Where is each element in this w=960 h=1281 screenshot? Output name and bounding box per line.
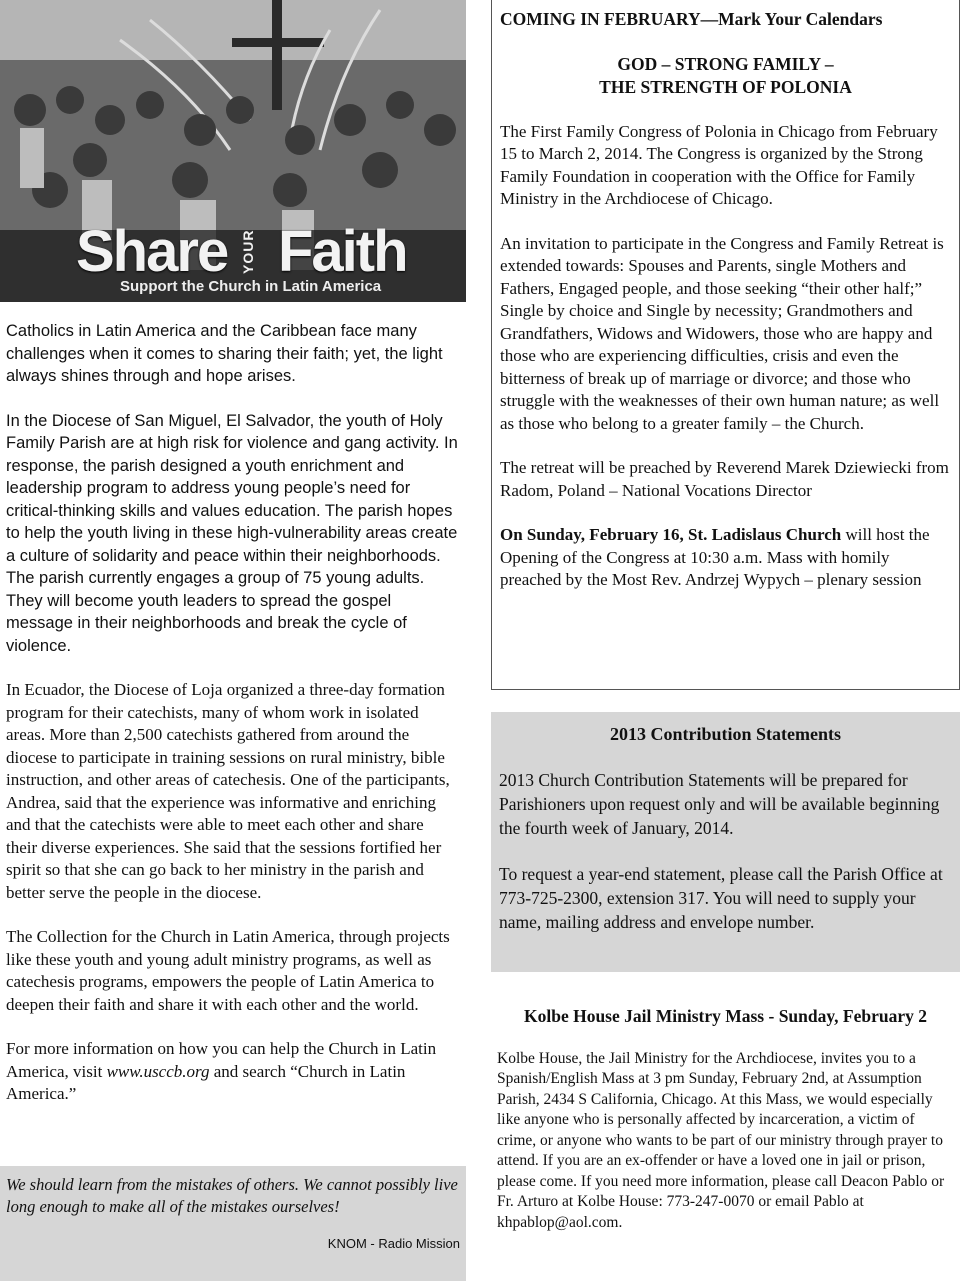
share-your-faith-logo bbox=[70, 212, 407, 302]
quote-text: We should learn from the mistakes of others. We cannot possibly live long enough to make all of the mistakes ourselves! bbox=[6, 1175, 458, 1216]
contribution-paragraph-2: To request a year-end statement, please call the Parish Office at 773-725-2300, extension 317. You will need to supply your name, mailing address and envelope number. bbox=[499, 864, 943, 932]
kolbe-body: Kolbe House, the Jail Ministry for the Archdiocese, invites you to a Spanish/English Mass at 3 pm Sunday, February 2nd, at Assumption Parish, 2434 S California, Chicago. At this Mass, we would especially like anyone who is personally affected by incarceration, a victim of crime, or anyone who wants to be part of our ministry through prayer to attend. If you are an ex-offender or have a loved one in jail or prison, please come. If you need more information, please call Deacon Pablo or Fr. Arturo at Kolbe House: 773-247-0070 or email Pablo at khpablop@aol.com. bbox=[497, 1049, 945, 1231]
february-calendar-box bbox=[491, 0, 960, 690]
article-paragraph-collection: The Collection for the Church in Latin America, through projects like these youth and young adult ministry programs, as well as catechesis programs, empowers the people of Latin America to deepen their faith and share it with each other and the world. bbox=[6, 927, 450, 1014]
congress-title-line2: THE STRENGTH OF POLONIA bbox=[599, 76, 852, 97]
contribution-statements-box bbox=[491, 712, 960, 972]
logo-share-text: Share bbox=[76, 219, 228, 284]
congress-paragraph-retreat: The retreat will be preached by Reverend Marek Dziewiecki from Radom, Poland – National Vocations Director bbox=[500, 458, 949, 500]
logo-faith-text: Faith bbox=[278, 219, 407, 284]
kolbe-title: Kolbe House Jail Ministry Mass - Sunday, February 2 bbox=[523, 1006, 927, 1026]
more-info-text-end: and search “Church in Latin America.” bbox=[6, 1061, 406, 1103]
share-your-faith-banner-image bbox=[0, 0, 466, 302]
usccb-link[interactable]: www.usccb.org bbox=[106, 1061, 210, 1081]
congress-paragraph-dates: The First Family Congress of Polonia in Chicago from February 15 to March 2, 2014. The Congress is organized by the Strong Family Foundation in cooperation with the Office for Family Ministry in the Archdiocese of Chicago. bbox=[500, 121, 938, 208]
congress-title-line1: GOD – STRONG FAMILY – bbox=[617, 53, 834, 74]
quote-box bbox=[0, 1166, 466, 1281]
contribution-paragraph-1: 2013 Church Contribution Statements will be prepared for Parishioners upon request only and will be available beginning the fourth week of January, 2014. bbox=[499, 770, 940, 838]
article-paragraph-more-info bbox=[6, 1038, 458, 1106]
contribution-title: 2013 Contribution Statements bbox=[609, 724, 841, 744]
logo-your-text: YOUR bbox=[240, 229, 256, 275]
congress-title bbox=[500, 53, 951, 99]
article-paragraph-intro: Catholics in Latin America and the Caribbean face many challenges when it comes to sharing their faith; yet, the light always shines through and hope arises. bbox=[6, 322, 443, 385]
article-paragraph-el-salvador: In the Diocese of San Miguel, El Salvador, the youth of Holy Family Parish are at high risk for violence and gang activity. In response, the parish designed a youth enrichment and leadership program to address young people’s need for critical-thinking skills and values education. The parish hopes to help the youth living in these high-vulnerability areas create a culture of solidarity and peace within their neighborhoods. The parish currently engages a group of 75 young adults. They will become youth leaders to spread the gospel message in their neighborhoods and break the cycle of violence. bbox=[6, 411, 458, 655]
kolbe-house-section bbox=[491, 1006, 960, 1276]
logo-tagline: Support the Church in Latin America bbox=[120, 278, 382, 295]
calendar-heading: COMING IN FEBRUARY—Mark Your Calendars bbox=[500, 9, 883, 29]
opening-bold-text: On Sunday, February 16, St. Ladislaus Church bbox=[500, 525, 842, 544]
congress-paragraph-opening bbox=[500, 524, 951, 592]
article-paragraph-ecuador: In Ecuador, the Diocese of Loja organized a three-day formation program for their catechists, many of whom work in isolated areas. More than 2,500 catechists gathered from around the diocese to participate in training sessions on rural ministry, bible instruction, and other areas of catechesis. One of the participants, Andrea, said that the experience was informative and enriching and that the catechists were able to meet each other and share their diverse experiences. She said that the sessions fortified her spirit so that she can go back to her ministry in the parish and better serve the people in the diocese. bbox=[6, 680, 450, 902]
latin-america-article bbox=[6, 320, 458, 1128]
more-info-text: For more information on how you can help the Church in Latin America, visit bbox=[6, 1039, 437, 1081]
congress-paragraph-invitation: An invitation to participate in the Congress and Family Retreat is extended towards: Spouses and Parents, single Mothers and Fathers, Engaged people, and those seeking “their other half;” Single by choice and Single by necessity; Grandmothers and Grandfathers, Widows and Widowers, those who are happy and those who are experiencing difficulties, crisis and even the bitterness of break up of marriage or divorce; and those who struggle with the weaknesses of their own human nature; as well as those who belong to a greater family – the Church. bbox=[500, 233, 944, 433]
opening-rest-text: will host the Opening of the Congress at 10:30 a.m. Mass with homily preached by the Most Rev. Andrzej Wypych – plenary session bbox=[500, 525, 930, 589]
quote-credit: KNOM - Radio Mission bbox=[327, 1236, 460, 1251]
